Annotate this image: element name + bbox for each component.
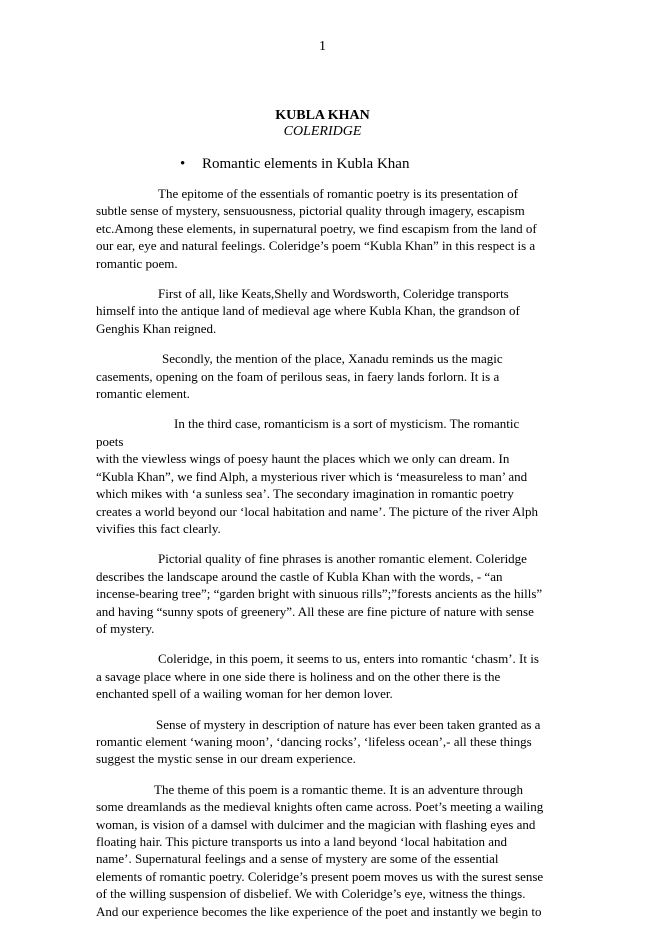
paragraph-line: vivifies this fact clearly.	[96, 520, 221, 536]
paragraph	[96, 185, 548, 272]
paragraph-line: Secondly, the mention of the place, Xanadu reminds us the magic	[162, 351, 503, 367]
paragraph-line: The epitome of the essentials of romantic poetry is its presentation of	[158, 186, 518, 201]
paragraph-line: describes the landscape around the castle of Kubla Khan with the words, - “an	[96, 568, 503, 584]
paragraph-line: subtle sense of mystery, sensuousness, pictorial quality through imagery, escapism	[96, 203, 525, 219]
paragraph	[96, 350, 548, 402]
paragraph-line: of the willing suspension of disbelief. We with Coleridge’s eye, witness the things.	[96, 886, 526, 902]
paragraph	[96, 415, 548, 537]
paragraph-line: and having “sunny spots of greenery”. All these are fine picture of nature with sense	[96, 603, 534, 619]
paragraph-line: romantic element.	[96, 386, 190, 402]
paragraph-line: suggest the mystic sense in our dream experience.	[96, 751, 356, 767]
page-number: 1	[319, 39, 326, 54]
paragraph-line: which mikes with ‘a sunless sea’. The secondary imagination in romantic poetry	[96, 486, 514, 502]
paragraph	[96, 550, 548, 637]
paragraph-line: with the viewless wings of poesy haunt the places which we only can dream. In	[96, 451, 510, 467]
paragraph-line: incense-bearing tree”; “garden bright with sinuous rills”;”forests ancients as the hills”	[96, 586, 543, 602]
paragraph-line: First of all, like Keats,Shelly and Wordsworth, Coleridge transports	[158, 286, 509, 302]
paragraph-line: “Kubla Khan”, we find Alph, a mysterious river which is ‘measureless to man’ and	[96, 468, 528, 484]
paragraph	[96, 716, 548, 768]
paragraph	[96, 285, 548, 337]
paragraph-line: The theme of this poem is a romantic theme. It is an adventure through	[154, 781, 523, 797]
bullet-icon: •	[180, 156, 186, 172]
paragraph-line: enchanted spell of a wailing woman for her demon lover.	[96, 686, 393, 702]
bullet-heading	[180, 155, 409, 173]
paragraph-line: etc.Among these elements, in supernatural poetry, we find escapism from the land of	[96, 220, 537, 236]
paragraph-line: Pictorial quality of fine phrases is another romantic element. Coleridge	[158, 551, 527, 567]
paragraph-line: our ear, eye and natural feelings. Coleridge’s poem “Kubla Khan” in this respect is a	[96, 238, 536, 254]
paragraph-line: floating hair. This picture transports us into a land beyond ‘local habitation and	[96, 834, 507, 849]
paragraph-line: In the third case, romanticism is a sort of mysticism. The romantic poets	[96, 416, 520, 449]
paragraph-line: name’. Supernatural feelings and a sense of mystery are some of the essential	[96, 851, 499, 867]
paragraph-line: And our experience becomes the like experience of the poet and instantly we begin to	[96, 903, 542, 919]
document-title: KUBLA KHAN	[275, 108, 370, 123]
paragraph	[96, 781, 548, 920]
bullet-heading-text: Romantic elements in Kubla Khan	[202, 156, 410, 172]
paragraph-line: Sense of mystery in description of nature has ever been taken granted as a	[156, 716, 541, 732]
paragraph-line: a savage place where in one side there is holiness and on the other there is the	[96, 668, 501, 684]
document-author: COLERIDGE	[283, 124, 362, 139]
paragraph-line: casements, opening on the foam of perilous seas, in faery lands forlorn. It is a	[96, 368, 500, 384]
paragraph-line: of mystery.	[96, 620, 155, 636]
paragraph-line: Genghis Khan reigned.	[96, 320, 217, 336]
paragraph-line: Coleridge, in this poem, it seems to us, enters into romantic ‘chasm’. It is	[158, 651, 539, 667]
paragraph-line: some dreamlands as the medieval knights often came across. Poet’s meeting a wailing	[96, 799, 544, 815]
paragraph-line: elements of romantic poetry. Coleridge’s present poem moves us with the surest sense	[96, 868, 544, 884]
paragraph	[96, 650, 548, 702]
paragraph-line: woman, is vision of a damsel with dulcimer and the magician with flashing eyes and	[96, 816, 536, 832]
paragraph-line: himself into the antique land of medieval age where Kubla Khan, the grandson of	[96, 303, 520, 319]
paragraph-line: creates a world beyond our ‘local habitation and name’. The picture of the river Alph	[96, 503, 538, 519]
paragraph-line: romantic poem.	[96, 255, 178, 271]
document-body	[96, 185, 548, 933]
paragraph-line: romantic element ‘waning moon’, ‘dancing rocks’, ‘lifeless ocean’,- all these things	[96, 733, 532, 749]
